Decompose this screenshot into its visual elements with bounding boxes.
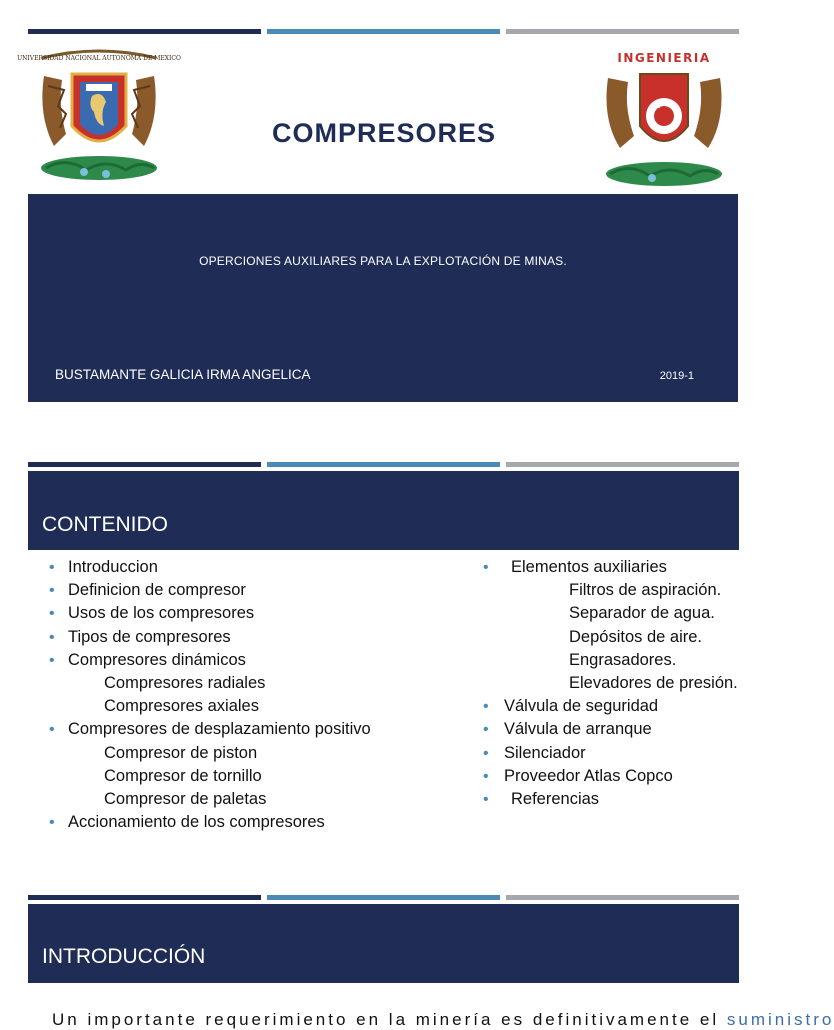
toc-item: • Tipos de compresores [46,626,371,649]
contenido-heading: CONTENIDO [42,513,168,536]
suministro-link[interactable]: suministro [726,1010,834,1029]
intro-paragraph [52,1010,834,1030]
toc-left [46,556,371,834]
stripe-navy [28,895,261,900]
introduccion-heading: INTRODUCCIÓN [42,945,206,968]
year: 2019-1 [659,370,694,382]
toc-item: • Compresores de desplazamiento positivo [46,718,371,741]
intro-text: Un importante requerimiento en la minería es definitivamente el [52,1010,727,1029]
unam-logo-text: UNIVERSIDAD NACIONAL AUTONOMA DE MEXICO [17,55,181,62]
unam-logo [17,46,181,186]
ingenieria-logo-text: INGENIERIA [617,51,711,65]
stripe-gray [506,462,739,467]
svg-text:I: I [670,100,674,111]
svg-text:F: F [657,100,664,111]
top-stripe-gray [506,29,739,34]
toc-subitem: Compresores radiales [104,674,266,693]
toc-item: • Referencias [480,788,738,811]
toc-subitem: Separador de agua. [569,604,715,623]
stripe-navy [28,462,261,467]
contenido-header [28,471,739,550]
toc-subitem: Compresor de piston [104,743,258,762]
title-band [28,194,738,402]
toc-subitem: Filtros de aspiración. [569,581,722,600]
toc-item: • Válvula de seguridad [480,695,738,718]
toc-item: • Introduccion [46,556,371,579]
top-stripe-navy [28,29,261,34]
stripe-blue [267,462,500,467]
subtitle: OPERCIONES AUXILIARES PARA LA EXPLOTACIÓN DE MINAS. [199,254,567,268]
toc-subitem: Depósitos de aire. [569,627,702,646]
toc-subitem: Engrasadores. [569,650,677,669]
toc-item: • Compresores dinámicos [46,649,371,672]
toc-right [480,556,738,811]
toc-subitem: Compresor de tornillo [104,766,262,785]
presentation-title: COMPRESORES [271,118,497,148]
toc-item: • Elementos auxiliaries [480,556,738,579]
toc-item: • Usos de los compresores [46,602,371,625]
toc-subitem: Elevadores de presión. [569,674,738,693]
toc-item: • Proveedor Atlas Copco [480,765,738,788]
toc-item: • Definicion de compresor [46,579,371,602]
toc-subitem: Compresores axiales [104,697,259,716]
toc-item: • Válvula de arranque [480,718,738,741]
top-stripe-blue [267,29,500,34]
stripe-blue [267,895,500,900]
introduccion-header [28,904,739,983]
stripe-gray [506,895,739,900]
toc-subitem: Compresor de paletas [104,790,267,809]
author: BUSTAMANTE GALICIA IRMA ANGELICA [55,367,311,382]
toc-item: • Accionamiento de los compresores [46,811,371,834]
ingenieria-logo [600,44,728,194]
toc-item: • Silenciador [480,742,738,765]
